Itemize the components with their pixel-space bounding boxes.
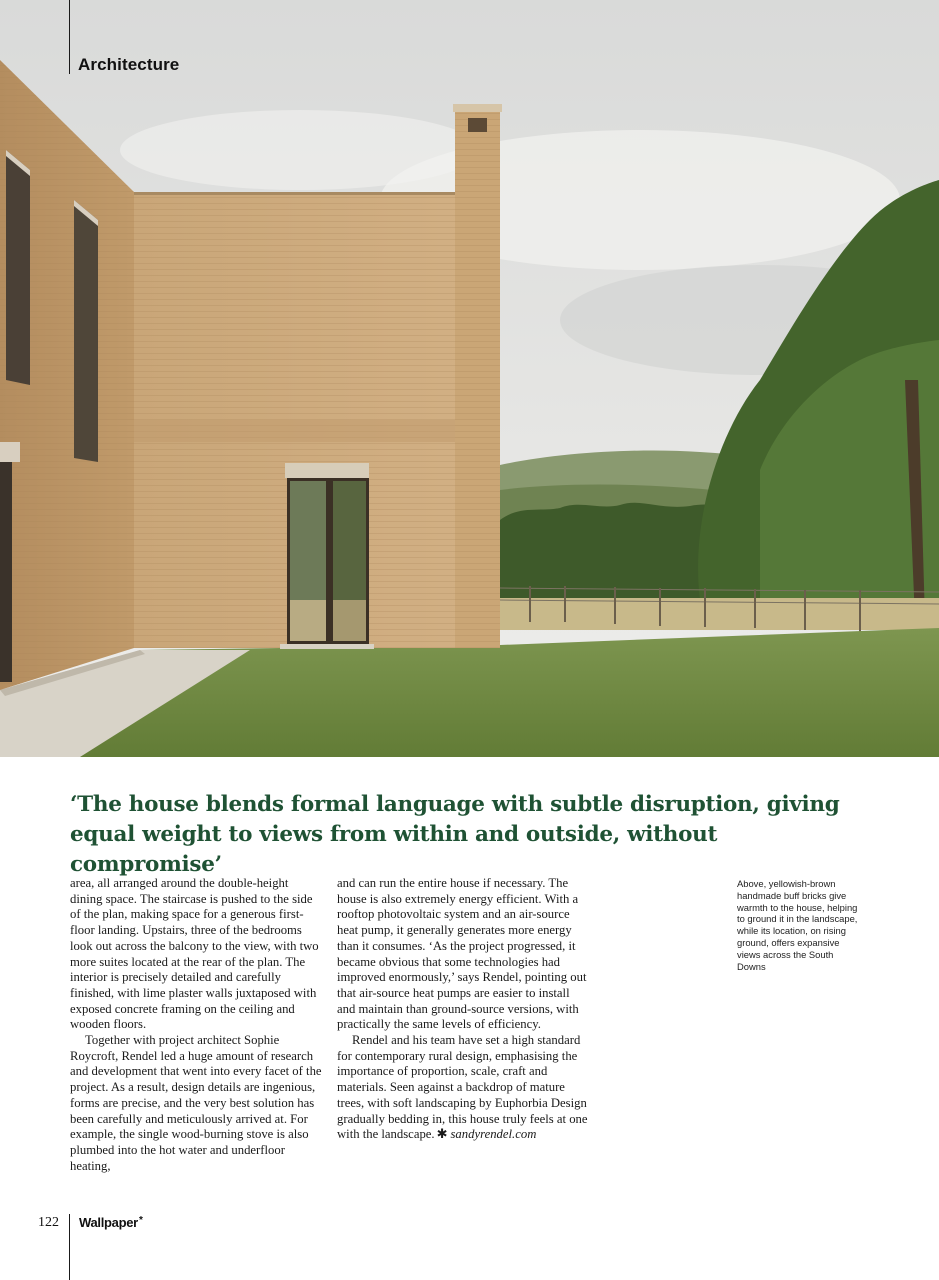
section-rule [69,0,70,74]
photo-caption: Above, yellowish-brown handmade buff bricks give warmth to the house, helping to ground it in the landscape, while its location, on rising ground, offers expansive views across the South Downs [737,878,858,972]
body-column-1 [70,876,322,1174]
masthead-asterisk-icon: * [138,1215,143,1226]
body-paragraph: area, all arranged around the double-height dining space. The staircase is pushed to the side of the plan, making space for a generous first-floor landing. Upstairs, three of the bedrooms look out across the balcony to the view, with two more suites located at the rear of the plan. The interior is precisely detailed and carefully finished, with lime plaster walls juxtaposed with exposed concrete framing on the ceiling and wooden floors. [70,876,319,1032]
body-text: Rendel and his team have set a high standard for contemporary rural design, emphasising the importance of proportion, scale, craft and materials. Seen against a backdrop of mature trees, with soft landscaping by Euphorbia Design gradually bedding in, this house truly feels at one with the landscape. [337,1033,588,1142]
masthead-text: Wallpaper [79,1215,138,1230]
body-paragraph: and can run the entire house if necessary. The house is also extremely energy efficient. With a rooftop photovoltaic system and an air-source heat pump, it generally generates more energy than it consumes. ‘As the project progressed, it became obvious that some technologies had improved enormously,’ says Rendel, pointing out that air-source heat pumps are easier to install and maintain than ground-source versions, with practically the same levels of efficiency. [337,876,587,1032]
footer-rule [69,1214,70,1280]
body-column-2 [337,876,589,1143]
body-paragraph-final [337,1033,589,1143]
sign-off-link[interactable]: sandyrendel.com [450,1127,537,1142]
end-mark-icon: ✱ [436,1127,448,1143]
body-paragraph: Together with project architect Sophie Roycroft, Rendel led a huge amount of research and development that went into every facet of the project. As a result, design details are ingenious, forms are precise, and the very best solution has been carefully and meticulously arrived at. For example, the single wood-burning stove is also plumbed into the hot water and underfloor heating, [70,1033,322,1173]
masthead-logo [79,1215,143,1230]
pull-quote: ‘The house blends formal language with subtle disruption, giving equal weight to views from within and outside, without compromise’ [70,792,840,877]
section-label: Architecture [78,55,180,74]
page-number: 122 [38,1215,59,1230]
